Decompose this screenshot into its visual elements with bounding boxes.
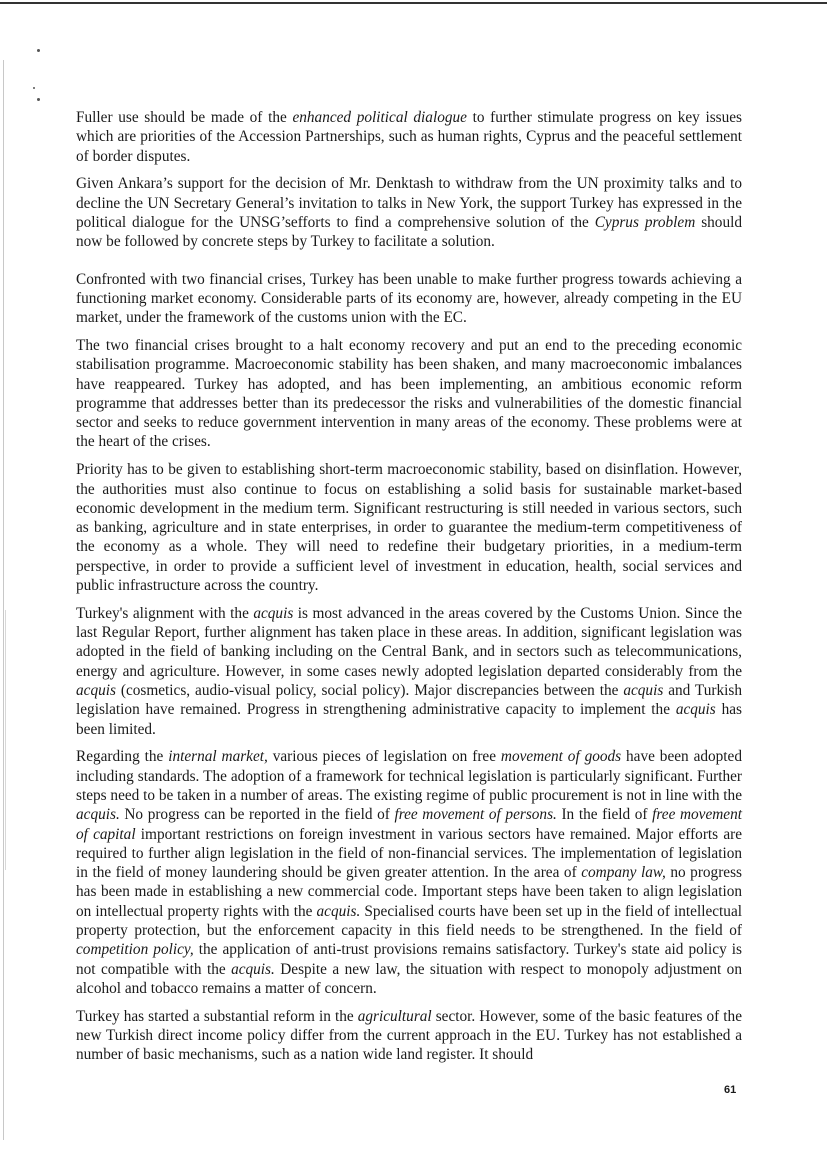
paragraph-political-dialogue: [76, 108, 742, 166]
text-run: Turkey's alignment with the: [76, 604, 254, 622]
text-run: No progress can be reported in the field of: [119, 806, 395, 824]
page-number: 61: [724, 1084, 737, 1096]
paragraph-internal-market: [76, 747, 742, 998]
text-run: Turkey has started a substantial reform in the: [76, 1007, 358, 1025]
text-run: Fuller use should be made of the: [76, 109, 293, 126]
italic-text-run: acquis: [675, 701, 716, 719]
text-run: to further stimulate progress on key issues which are priorities of the Accession Partnerships, such as human rights, Cyprus and the peaceful settlement of border disputes.: [76, 109, 743, 165]
scan-speck: [37, 49, 40, 52]
italic-text-run: acquis.: [231, 960, 275, 978]
paragraph-economic-stabilisation: [76, 336, 742, 452]
italic-text-run: company law,: [581, 864, 666, 882]
italic-text-run: acquis.: [316, 902, 361, 920]
text-run: important restrictions on foreign investment in various sectors have remained. Major efforts are required to further align legislation in the field of non-financial services. The implementation of legislation in the field of money laundering should be given greater attention. In the area of: [76, 825, 742, 882]
paragraph-financial-crises: [76, 270, 742, 328]
scan-speck: [37, 98, 40, 101]
text-run: Confronted with two financial crises, Turkey has been unable to make further progress towards achieving a functioning market economy. Considerable parts of its economy are, however, already competing in the EU market, under the framework of the customs union with the EC.: [76, 270, 742, 327]
italic-text-run: acquis: [76, 682, 116, 700]
italic-text-run: acquis: [623, 682, 664, 700]
text-run: is most advanced in the areas covered by the Customs Union. Since the last Regular Report, further alignment has taken place in these areas. In addition, significant legislation was adopted in the field of banking including on the Central Bank, and in sectors such as telecommunications, energy and agriculture. However, in some cases newly adopted legislation departed considerably from the: [76, 604, 742, 680]
italic-text-run: Cyprus problem: [594, 213, 696, 231]
text-run: In the field of: [556, 806, 653, 824]
paragraph-macroeconomic-priority: [76, 460, 742, 595]
text-run: should now be followed by concrete steps by Turkey to facilitate a solution.: [76, 213, 742, 251]
text-run: The two financial crises brought to a halt economy recovery and put an end to the preceding economic stabilisation programme. Macroeconomic stability has been shaken, and many macroeconomic imbalances have reappeared. Turkey has adopted, and has been implementing, an ambitious economic reform programme that addresses better than its predecessor the risks and vulnerabilities of the domestic financial sector and seeks to reduce government intervention in many areas of the economy. These problems were at the heart of the crises.: [76, 336, 742, 451]
text-run: Despite a new law, the situation with respect to monopoly adjustment on alcohol and tobacco remains a matter of concern.: [76, 960, 742, 997]
text-run: have been adopted including standards. The adoption of a framework for technical legislation is particularly significant. Further steps need to be taken in a number of areas. The existing regime of public procurement is not in line with the: [76, 748, 742, 804]
text-run: no progress has been made in establishing a new commercial code. Important steps have been taken to align legislation on intellectual property rights with the: [76, 864, 742, 920]
scan-top-rule: [0, 2, 827, 4]
text-run: (cosmetics, audio-visual policy, social policy). Major discrepancies between the: [115, 682, 624, 700]
scan-speck: [33, 87, 35, 89]
text-run: the application of anti-trust provisions remains satisfactory. Turkey's state aid policy is not compatible with the: [76, 941, 742, 978]
document-body: [76, 108, 742, 1073]
text-run: Given Ankara’s support for the decision of Mr. Denktash to withdraw from the UN proximity talks and to decline the UN Secretary General’s invitation to talks in New York, the support Turkey has expressed in the political dialogue for the UNSG’sefforts to find a comprehensive solution of the: [76, 175, 742, 231]
text-run: sector. However, some of the basic features of the new Turkish direct income policy differ from the current approach in the EU. Turkey has not established a number of basic mechanisms, such as a nation wide land register. It should: [76, 1007, 743, 1064]
italic-text-run: free movement of persons.: [394, 806, 557, 824]
italic-text-run: acquis.: [76, 806, 120, 824]
italic-text-run: agricultural: [357, 1007, 432, 1025]
text-run: various pieces of legislation on free: [267, 748, 501, 766]
text-run: Priority has to be given to establishing short-term macroeconomic stability, based on disinflation. However, the authorities must also continue to focus on establishing a solid basis for sustainable market-based economic development in the medium term. Significant restructuring is still needed in various sectors, such as banking, agriculture and in state enterprises, in order to guarantee the medium-term competitiveness of the economy as a whole. They will need to redefine their budgetary priorities, in a medium-term perspective, in order to provide a sufficient level of investment in education, health, social services and public infrastructure across the country.: [76, 461, 742, 595]
italic-text-run: enhanced political dialogue: [292, 109, 467, 126]
paragraph-cyprus-problem: [76, 174, 742, 251]
text-run: Regarding the: [76, 748, 169, 766]
italic-text-run: acquis: [253, 604, 294, 622]
scan-left-edge-inner: [5, 610, 6, 870]
text-run: has been limited.: [76, 701, 742, 738]
scan-left-edge: [3, 60, 4, 1140]
italic-text-run: competition policy,: [76, 941, 194, 959]
italic-text-run: movement of goods: [500, 748, 622, 766]
italic-text-run: internal market,: [168, 748, 268, 766]
paragraph-acquis-alignment: [76, 604, 742, 739]
italic-text-run: free movement of capital: [76, 806, 742, 843]
paragraph-agricultural-reform: [76, 1007, 742, 1065]
text-run: Specialised courts have been set up in the field of intellectual property protection, but the enforcement capacity in this field needs to be strengthened. In the field of: [76, 902, 742, 940]
text-run: and Turkish legislation have remained. Progress in strengthening administrative capacity to implement the: [76, 682, 742, 719]
